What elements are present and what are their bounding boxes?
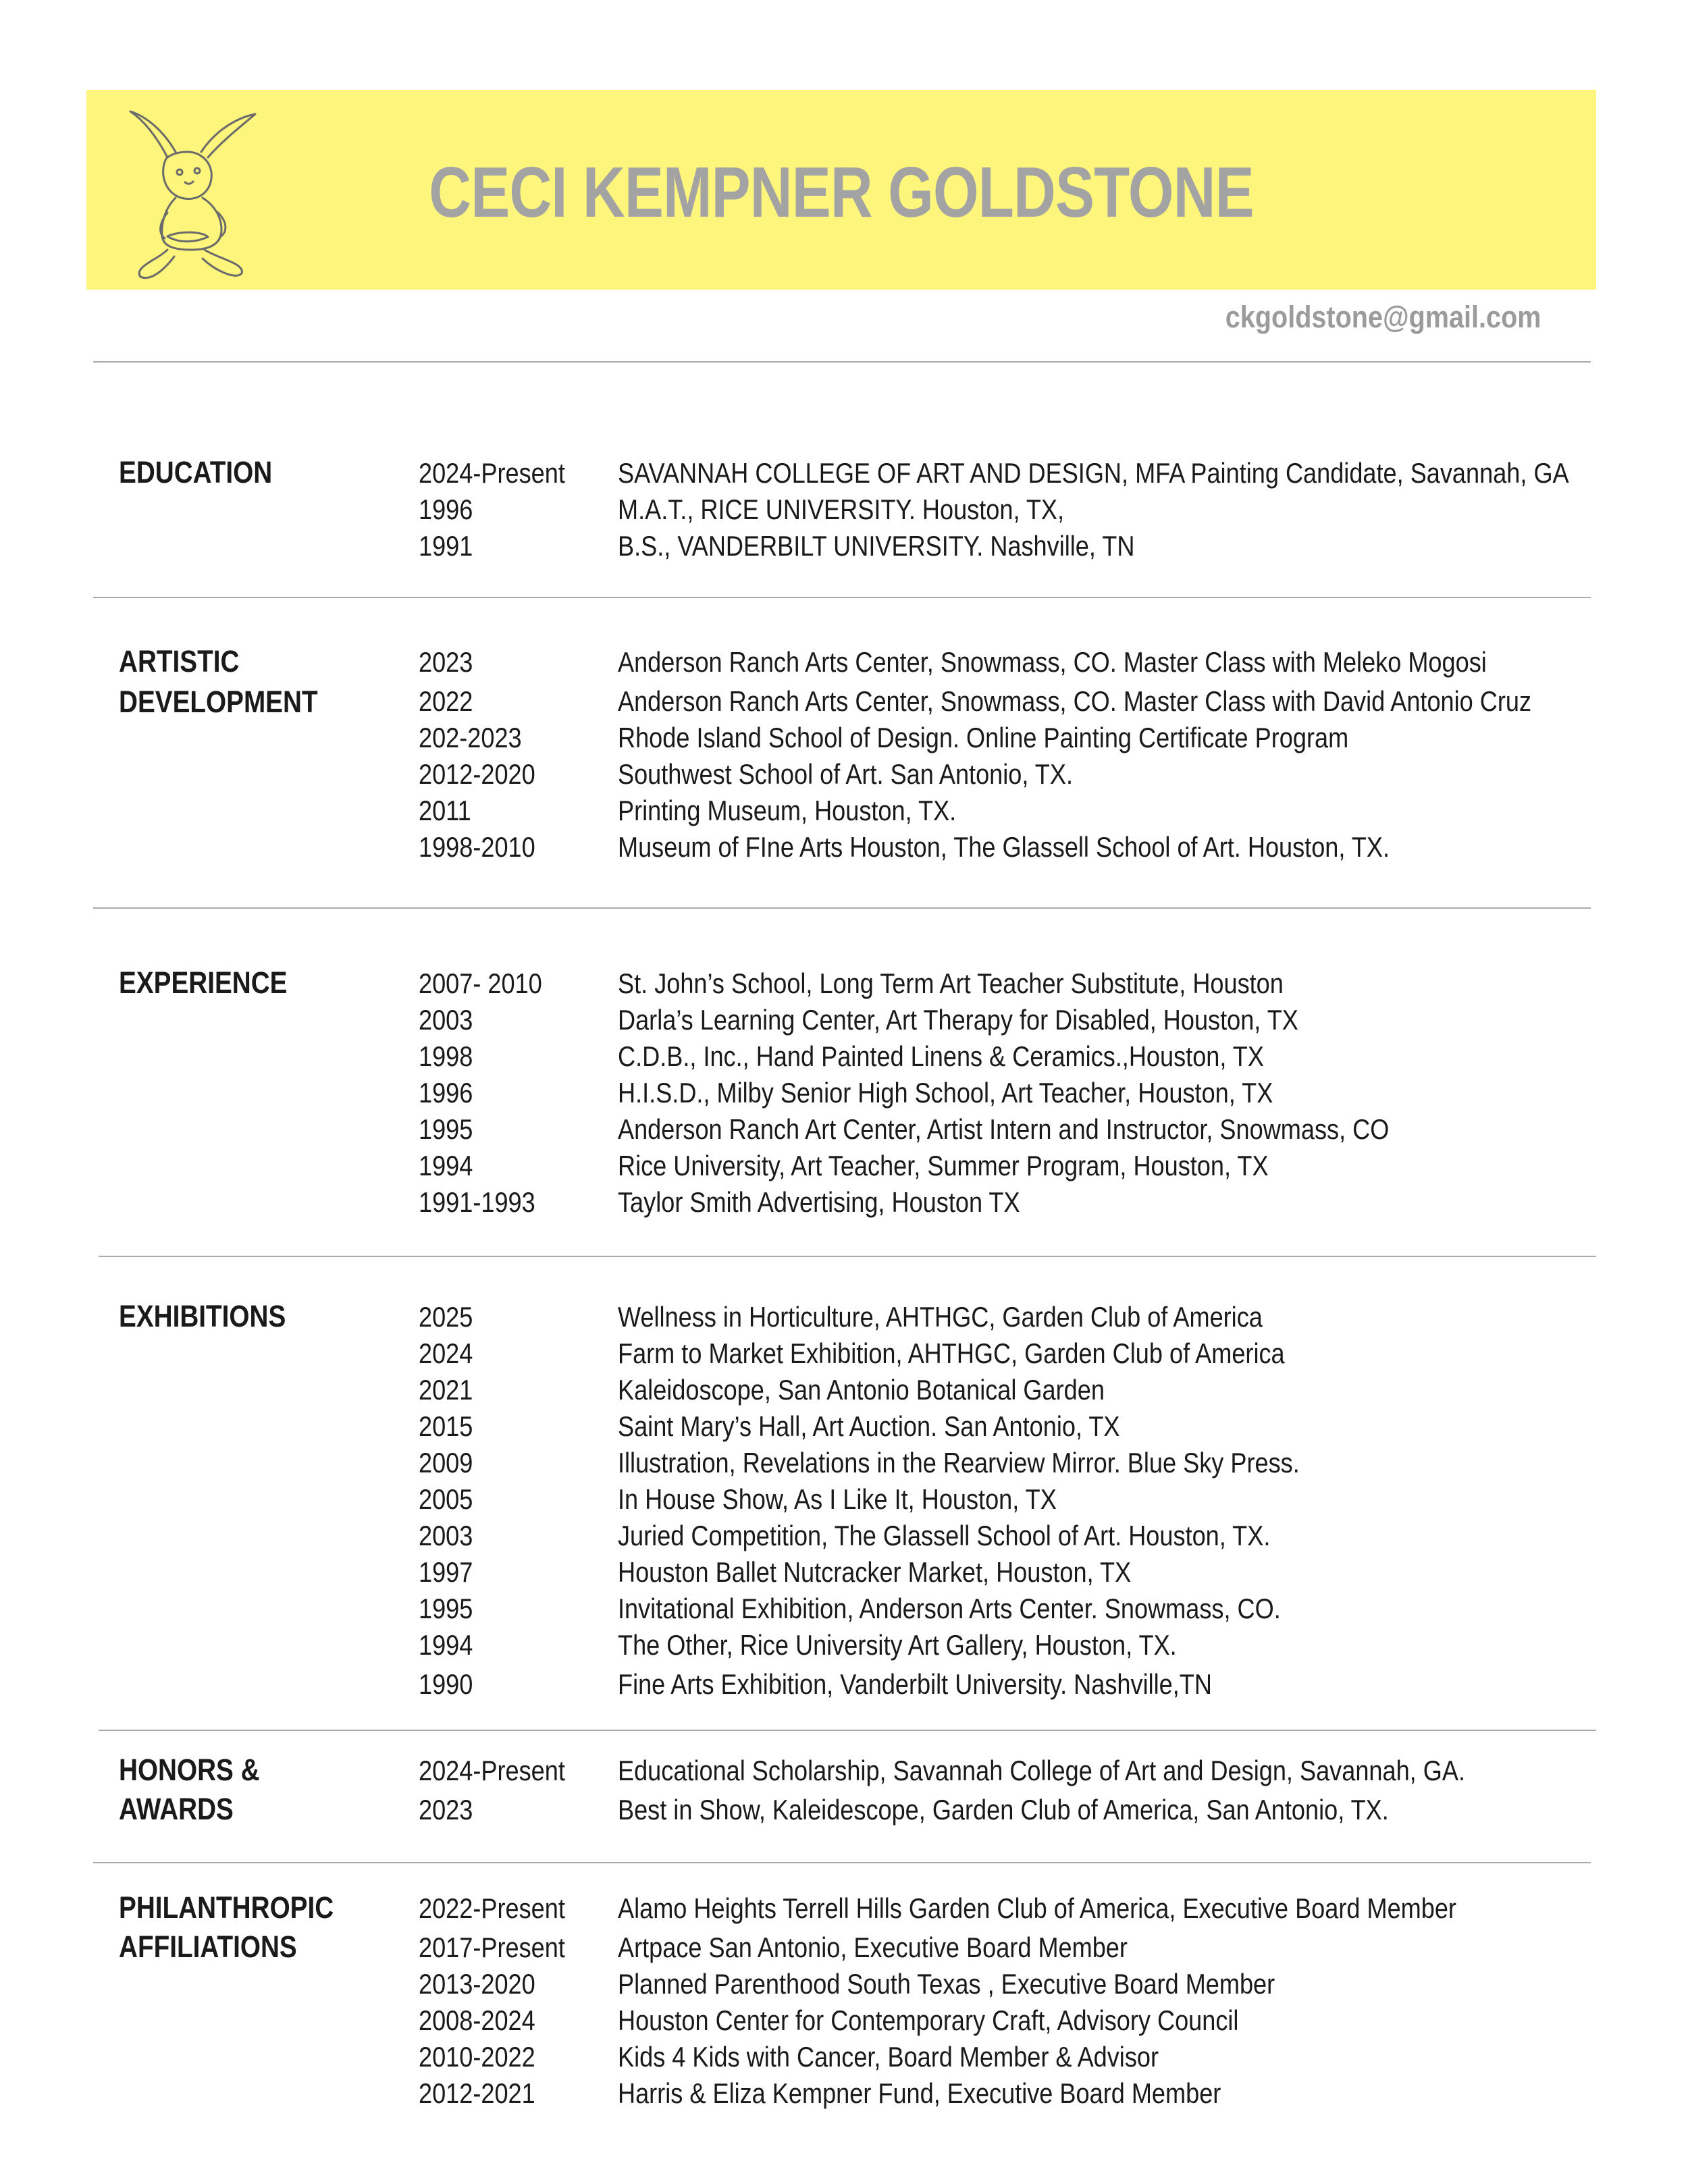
item-text: Kids 4 Kids with Cancer, Board Member & Advisor <box>618 2041 1159 2073</box>
item-year: 1995 <box>419 1593 473 1624</box>
item-text: Kaleidoscope, San Antonio Botanical Garden <box>618 1374 1105 1406</box>
section-divider <box>93 597 1591 598</box>
item-year: 2022-Present <box>419 1892 565 1924</box>
section-title-line1: HONORS & <box>119 1753 260 1787</box>
item-text: Educational Scholarship, Savannah College of Art and Design, Savannah, GA. <box>618 1755 1465 1786</box>
item-text: B.S., VANDERBILT UNIVERSITY. Nashville, TN <box>618 530 1135 562</box>
section-title-line2: DEVELOPMENT <box>119 685 318 719</box>
section-title: EDUCATION <box>119 455 273 489</box>
item-text: Houston Center for Contemporary Craft, Advisory Council <box>618 2004 1239 2036</box>
item-year: 1995 <box>419 1113 473 1145</box>
item-text: Saint Mary’s Hall, Art Auction. San Antonio, TX <box>618 1410 1120 1442</box>
item-text: Best in Show, Kaleidescope, Garden Club of America, San Antonio, TX. <box>618 1794 1389 1826</box>
item-year: 2005 <box>419 1483 473 1515</box>
section-title-line2: AWARDS <box>119 1792 234 1826</box>
item-text: Southwest School of Art. San Antonio, TX. <box>618 758 1073 790</box>
item-text: Taylor Smith Advertising, Houston TX <box>618 1186 1020 1218</box>
item-year: 2023 <box>419 646 473 678</box>
section-divider <box>99 1730 1596 1731</box>
section-title-line1: PHILANTHROPIC <box>119 1890 334 1925</box>
item-year: 1991-1993 <box>419 1186 535 1218</box>
item-text: Artpace San Antonio, Executive Board Member <box>618 1932 1128 1963</box>
item-text: Houston Ballet Nutcracker Market, Houston, TX <box>618 1556 1132 1588</box>
item-year: 2017-Present <box>419 1932 565 1963</box>
item-year: 202-2023 <box>419 722 522 753</box>
item-year: 2007- 2010 <box>419 967 542 999</box>
item-year: 2024 <box>419 1337 473 1369</box>
header-banner <box>86 90 1596 290</box>
section-title-line2: AFFILIATIONS <box>119 1929 297 1964</box>
item-year: 2008-2024 <box>419 2004 535 2036</box>
item-text: C.D.B., Inc., Hand Painted Linens & Ceramics.,Houston, TX <box>618 1040 1264 1072</box>
item-year: 2013-2020 <box>419 1968 535 2000</box>
item-year: 1996 <box>419 1077 473 1109</box>
item-text: The Other, Rice University Art Gallery, Houston, TX. <box>618 1629 1177 1661</box>
item-text: Wellness in Horticulture, AHTHGC, Garden Club of America <box>618 1301 1263 1333</box>
item-text: Planned Parenthood South Texas , Executive Board Member <box>618 1968 1275 2000</box>
item-text: H.I.S.D., Milby Senior High School, Art Teacher, Houston, TX <box>618 1077 1273 1109</box>
item-text: Fine Arts Exhibition, Vanderbilt University. Nashville,TN <box>618 1668 1212 1700</box>
item-text: Farm to Market Exhibition, AHTHGC, Garden Club of America <box>618 1337 1285 1369</box>
section-divider <box>93 907 1591 909</box>
item-text: Anderson Ranch Arts Center, Snowmass, CO. Master Class with Meleko Mogosi <box>618 646 1487 678</box>
page-title: CECI KEMPNER GOLDSTONE <box>429 153 1254 232</box>
item-text: Invitational Exhibition, Anderson Arts Center. Snowmass, CO. <box>618 1593 1281 1624</box>
item-year: 1998-2010 <box>419 831 535 863</box>
item-text: Darla’s Learning Center, Art Therapy for Disabled, Houston, TX <box>618 1004 1298 1036</box>
item-year: 2012-2020 <box>419 758 535 790</box>
email-address[interactable]: ckgoldstone@gmail.com <box>1225 300 1541 334</box>
item-year: 1994 <box>419 1629 473 1661</box>
item-text: Harris & Eliza Kempner Fund, Executive Board Member <box>618 2077 1221 2109</box>
section-title: EXPERIENCE <box>119 965 288 1000</box>
item-text: Juried Competition, The Glassell School of Art. Houston, TX. <box>618 1520 1271 1551</box>
item-year: 1998 <box>419 1040 473 1072</box>
header-divider <box>93 361 1591 363</box>
item-year: 1990 <box>419 1668 473 1700</box>
item-year: 2011 <box>419 795 471 826</box>
item-year: 1991 <box>419 530 473 562</box>
item-year: 2021 <box>419 1374 473 1406</box>
item-year: 1994 <box>419 1150 473 1181</box>
item-text: St. John’s School, Long Term Art Teacher Substitute, Houston <box>618 967 1284 999</box>
item-text: Museum of FIne Arts Houston, The Glassell School of Art. Houston, TX. <box>618 831 1390 863</box>
item-year: 1997 <box>419 1556 473 1588</box>
item-year: 2022 <box>419 685 473 717</box>
item-year: 1996 <box>419 494 473 525</box>
section-title-line1: ARTISTIC <box>119 644 240 678</box>
item-text: In House Show, As I Like It, Houston, TX <box>618 1483 1057 1515</box>
item-text: Rice University, Art Teacher, Summer Program, Houston, TX <box>618 1150 1269 1181</box>
item-text: Printing Museum, Houston, TX. <box>618 795 957 826</box>
item-year: 2012-2021 <box>419 2077 535 2109</box>
item-year: 2024-Present <box>419 457 565 489</box>
item-text: Anderson Ranch Arts Center, Snowmass, CO. Master Class with David Antonio Cruz <box>618 685 1532 717</box>
item-text: Illustration, Revelations in the Rearview Mirror. Blue Sky Press. <box>618 1447 1300 1479</box>
item-year: 2023 <box>419 1794 473 1826</box>
item-year: 2003 <box>419 1520 473 1551</box>
item-year: 2009 <box>419 1447 473 1479</box>
item-text: Alamo Heights Terrell Hills Garden Club of America, Executive Board Member <box>618 1892 1456 1924</box>
item-year: 2025 <box>419 1301 473 1333</box>
item-year: 2024-Present <box>419 1755 565 1786</box>
item-year: 2010-2022 <box>419 2041 535 2073</box>
item-year: 2003 <box>419 1004 473 1036</box>
item-text: SAVANNAH COLLEGE OF ART AND DESIGN, MFA Painting Candidate, Savannah, GA <box>618 457 1569 489</box>
section-divider <box>93 1862 1591 1863</box>
item-text: M.A.T., RICE UNIVERSITY. Houston, TX, <box>618 494 1065 525</box>
section-title: EXHIBITIONS <box>119 1299 286 1333</box>
section-divider <box>99 1256 1596 1257</box>
item-text: Rhode Island School of Design. Online Painting Certificate Program <box>618 722 1349 753</box>
item-year: 2015 <box>419 1410 473 1442</box>
item-text: Anderson Ranch Art Center, Artist Intern and Instructor, Snowmass, CO <box>618 1113 1390 1145</box>
